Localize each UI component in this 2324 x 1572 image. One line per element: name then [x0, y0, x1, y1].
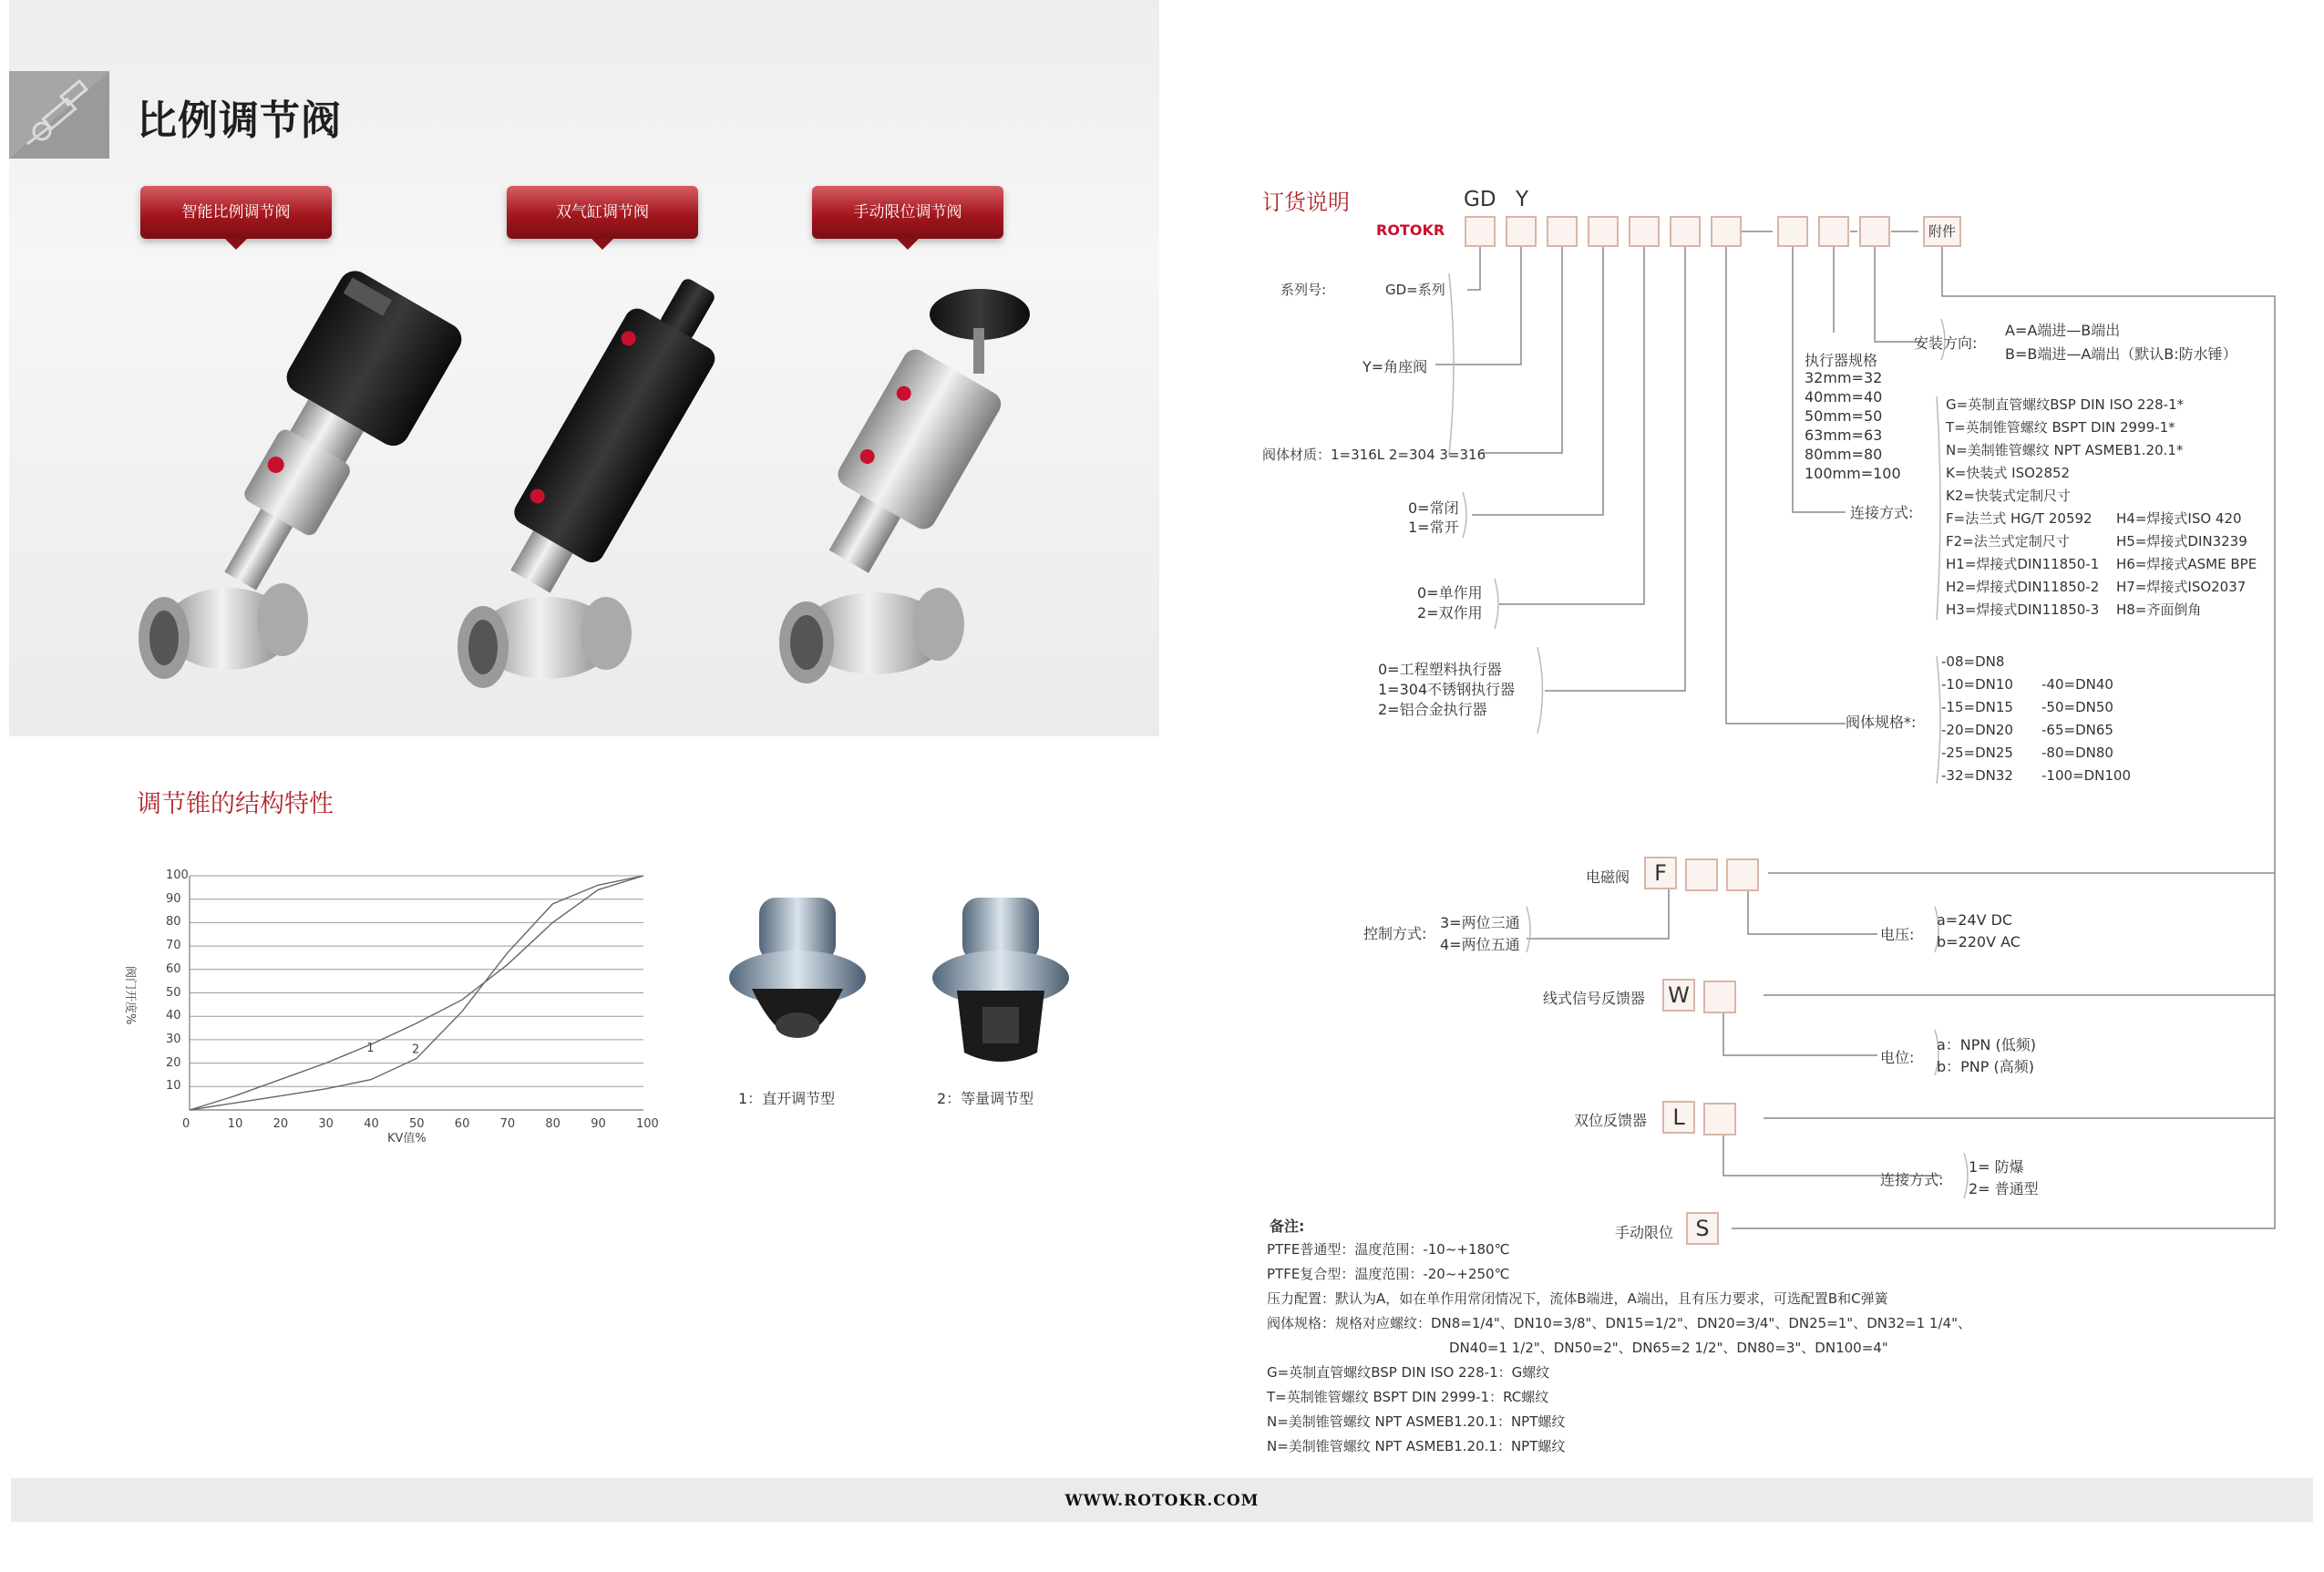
chart-y-tick: 50: [166, 985, 181, 1000]
chart-x-tick: 30: [318, 1117, 334, 1131]
dual-conn-option-1: 1= 防爆: [1969, 1158, 2024, 1176]
conn-left-item: K2=快装式定制尺寸: [1946, 488, 2071, 504]
linear-cone-image: [725, 889, 870, 1071]
control-option-4: 4=两位五通: [1440, 936, 1520, 953]
code-prefix-gd: GD: [1464, 188, 1496, 211]
chart-y-tick: 60: [166, 961, 181, 976]
conn-left-item: F2=法兰式定制尺寸: [1946, 533, 2070, 550]
actuator-spec-title: 执行器规格: [1805, 352, 1878, 369]
note-line: G=英制直管螺纹BSP DIN ISO 228-1：G螺纹: [1267, 1364, 1550, 1381]
voltage-option-b: b=220V AC: [1937, 933, 2021, 950]
conn-right-item: H4=焊接式ISO 420: [2116, 510, 2242, 527]
chart-x-tick: 100: [636, 1117, 659, 1131]
conn-left-item: H2=焊接式DIN11850-2: [1946, 579, 2100, 595]
solenoid-label: 电磁阀: [1586, 868, 1630, 886]
conn-right-item: H5=焊接式DIN3239: [2116, 533, 2247, 550]
conn-left-item: G=英制直管螺纹BSP DIN ISO 228-1*: [1946, 396, 2185, 413]
conn-right-item: H7=焊接式ISO2037: [2116, 579, 2247, 595]
conn-left-item: T=英制锥管螺纹 BSPT DIN 2999-1*: [1946, 419, 2175, 436]
note-line: N=美制锥管螺纹 NPT ASMEB1.20.1：NPT螺纹: [1267, 1413, 1566, 1430]
note-line: T=英制锥管螺纹 BSPT DIN 2999-1：RC螺纹: [1267, 1389, 1549, 1405]
note-line: 阀体规格：规格对应螺纹：DN8=1/4"、DN10=3/8"、DN15=1/2"、DN20=3/4"、DN25=1"、DN32=1 1/4"、: [1267, 1315, 1971, 1331]
chart-y-tick: 30: [166, 1032, 181, 1046]
order-title: 订货说明: [1262, 190, 1350, 215]
actuator-spec-5: 100mm=100: [1805, 465, 1901, 482]
dual-letter-box: L: [1662, 1101, 1695, 1134]
linear-letter-box: W: [1662, 979, 1695, 1012]
potential-option-a: a：NPN (低频): [1937, 1036, 2036, 1053]
conn-left-item: F=法兰式 HG/T 20592: [1946, 510, 2093, 527]
chart-x-tick: 90: [591, 1117, 606, 1131]
chart-x-tick: 20: [273, 1117, 289, 1131]
chart-y-tick: 70: [166, 939, 181, 953]
chart-x-tick: 0: [182, 1117, 190, 1131]
chart-y-tick: 80: [166, 915, 181, 930]
dual-conn-label: 连接方式:: [1880, 1171, 1944, 1188]
actuator-spec-1: 40mm=40: [1805, 388, 1883, 406]
potential-option-b: b：PNP (高频): [1937, 1058, 2034, 1075]
actuator-spec-4: 80mm=80: [1805, 446, 1883, 463]
install-option-a: A=A端进—B端出: [2005, 322, 2121, 339]
chart-xlabel: KV值%: [387, 1132, 427, 1146]
body-left-item: -20=DN20: [1941, 722, 2013, 738]
solenoid-box-3: [1726, 858, 1759, 891]
equal-percentage-cone-image: [928, 889, 1074, 1071]
chart-y-tick: 90: [166, 891, 181, 906]
note-line: 压力配置：默认为A，如在单作用常闭情况下，流体B端进，A端出，且有压力要求，可选配置B和C弹簧: [1267, 1290, 1888, 1307]
code-prefix-y: Y: [1516, 188, 1529, 211]
valve-logo-icon: [9, 71, 109, 159]
chart-y-tick: 40: [166, 1009, 181, 1023]
actuator-spec-3: 63mm=63: [1805, 426, 1883, 444]
body-right-item: -65=DN65: [2041, 722, 2113, 738]
chart-x-tick: 80: [545, 1117, 560, 1131]
note-line: N=美制锥管螺纹 NPT ASMEB1.20.1：NPT螺纹: [1267, 1438, 1566, 1454]
series-label: 系列号:: [1280, 282, 1327, 298]
chart-y-tick: 10: [166, 1079, 181, 1094]
note-line: PTFE复合型：温度范围：-20~+250℃: [1267, 1266, 1510, 1282]
chart-x-tick: 40: [364, 1117, 379, 1131]
body-left-item: -10=DN10: [1941, 676, 2013, 693]
dual-box-2: [1703, 1103, 1736, 1135]
chart-x-tick: 50: [409, 1117, 425, 1131]
linear-feedback-label: 线式信号反馈器: [1543, 990, 1646, 1007]
body-right-item: -100=DN100: [2041, 767, 2132, 784]
body-left-item: -08=DN8: [1941, 653, 2005, 670]
product-tag-smart: 智能比例调节阀: [140, 186, 332, 239]
voltage-label: 电压:: [1880, 926, 1915, 943]
brand-logo: ROTOKR: [1376, 221, 1445, 239]
material-options: 阀体材质：1=316L 2=304 3=316: [1262, 447, 1486, 463]
body-left-item: -15=DN15: [1941, 699, 2013, 715]
connection-label: 连接方式:: [1850, 504, 1914, 521]
product-tag-manual-limit: 手动限位调节阀: [812, 186, 1003, 239]
install-label: 安装方向:: [1914, 334, 1978, 352]
solenoid-box-2: [1685, 858, 1718, 891]
action-0: 0=单作用: [1417, 584, 1483, 601]
chart-x-tick: 60: [454, 1117, 470, 1131]
body-spec-label: 阀体规格*:: [1846, 714, 1917, 731]
conn-left-item: H1=焊接式DIN11850-1: [1946, 556, 2100, 572]
dual-conn-option-2: 2= 普通型: [1969, 1180, 2039, 1197]
actuator-spec-0: 32mm=32: [1805, 369, 1883, 386]
normal-state-1: 1=常开: [1408, 519, 1459, 536]
page-title: 比例调节阀: [137, 98, 342, 144]
conn-left-item: H3=焊接式DIN11850-3: [1946, 601, 2100, 618]
body-left-item: -32=DN32: [1941, 767, 2013, 784]
body-right-item: -80=DN80: [2041, 745, 2113, 761]
actuator-type-1: 1=304不锈钢执行器: [1378, 681, 1516, 698]
manual-letter-box: S: [1686, 1212, 1719, 1245]
actuator-type-0: 0=工程塑料执行器: [1378, 661, 1502, 678]
series-value: GD=系列: [1385, 282, 1445, 298]
control-option-3: 3=两位三通: [1440, 914, 1520, 931]
conn-right-item: H8=齐面倒角: [2116, 601, 2202, 618]
linear-cone-caption: 1：直开调节型: [738, 1090, 836, 1107]
chart-x-tick: 70: [499, 1117, 516, 1131]
chart-x-tick: 10: [227, 1117, 243, 1131]
chart-series-label: 1: [366, 1042, 375, 1056]
conn-left-item: K=快装式 ISO2852: [1946, 465, 2071, 481]
body-right-item: -40=DN40: [2041, 676, 2113, 693]
solenoid-letter-box: F: [1644, 857, 1677, 889]
angle-value: Y=角座阀: [1363, 358, 1428, 375]
accessory-box: 附件: [1923, 216, 1961, 247]
potential-label: 电位:: [1880, 1049, 1915, 1066]
body-left-item: -25=DN25: [1941, 745, 2013, 761]
double-cylinder-valve-image: [419, 264, 766, 702]
action-1: 2=双作用: [1417, 604, 1483, 622]
actuator-type-2: 2=铝合金执行器: [1378, 701, 1487, 718]
note-line: DN40=1 1/2"、DN50=2"、DN65=2 1/2"、DN80=3"、DN100=4": [1449, 1340, 1888, 1356]
structure-section-title: 调节锥的结构特性: [137, 790, 334, 818]
manual-limit-valve-image: [720, 273, 1103, 702]
notes-title: 备注:: [1270, 1218, 1305, 1235]
voltage-option-a: a=24V DC: [1937, 911, 2013, 929]
flow-characteristic-chart: [123, 866, 674, 1157]
normal-state-0: 0=常闭: [1408, 499, 1459, 517]
conn-right-item: H6=焊接式ASME BPE: [2116, 556, 2257, 572]
product-tag-double-cylinder: 双气缸调节阀: [507, 186, 698, 239]
install-option-b: B=B端进—A端出（默认B:防水锤）: [2005, 345, 2237, 363]
chart-plot-area: [128, 866, 674, 1157]
linear-box-2: [1703, 981, 1736, 1013]
conn-left-item: N=美制锥管螺纹 NPT ASMEB1.20.1*: [1946, 442, 2184, 458]
dual-feedback-label: 双位反馈器: [1574, 1112, 1648, 1129]
control-label: 控制方式:: [1363, 925, 1427, 942]
note-line: PTFE普通型：温度范围：-10~+180℃: [1267, 1241, 1510, 1258]
actuator-spec-2: 50mm=50: [1805, 407, 1883, 425]
chart-y-tick: 20: [166, 1055, 181, 1070]
chart-y-tick: 100: [166, 868, 189, 882]
chart-series-label: 2: [412, 1043, 420, 1057]
body-right-item: -50=DN50: [2041, 699, 2113, 715]
chart-ylabel: 阀门开度%: [123, 966, 137, 1025]
footer-website-link[interactable]: WWW.ROTOKR.COM: [1064, 1492, 1260, 1510]
equal-percentage-cone-caption: 2：等量调节型: [937, 1090, 1034, 1107]
manual-limit-label: 手动限位: [1615, 1224, 1674, 1241]
